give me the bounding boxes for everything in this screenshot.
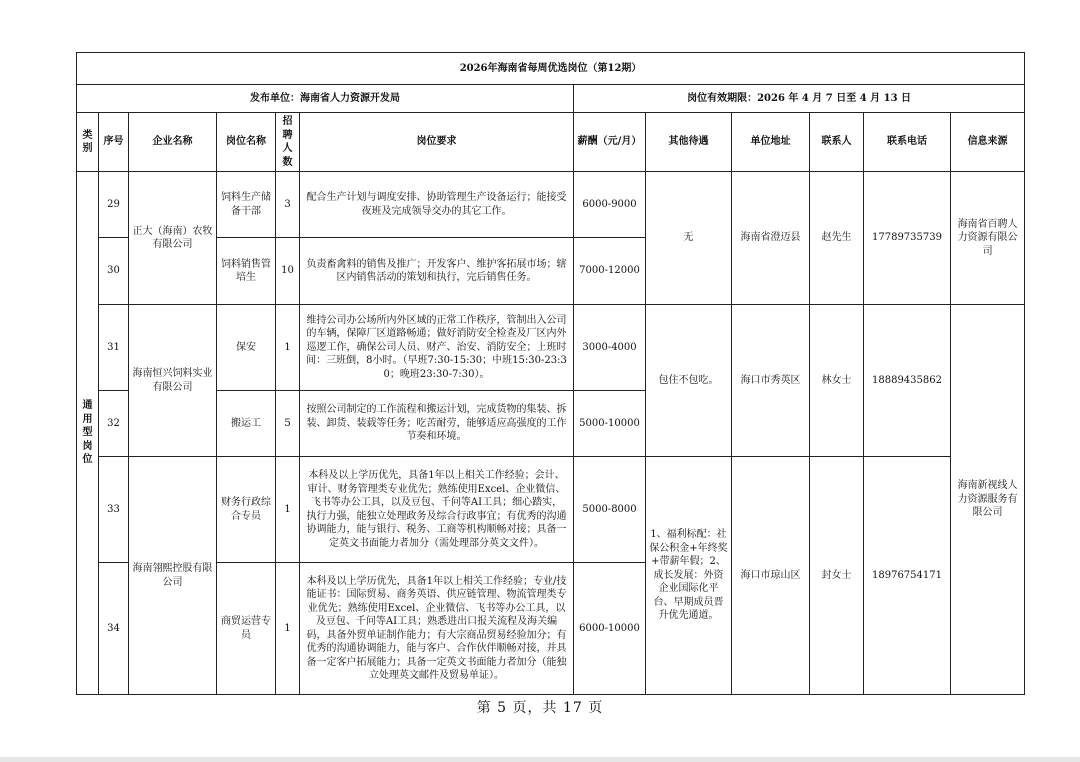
position-cell: 商贸运营专员 — [217, 563, 276, 695]
table-row — [77, 172, 1025, 238]
seq-cell: 32 — [99, 391, 129, 457]
header-salary: 薪酬（元/月） — [574, 113, 646, 172]
header-benefits: 其他待遇 — [646, 113, 732, 172]
category-label: 通用型岗位 — [82, 400, 93, 466]
benefits-cell: 1、福利标配：社保公积金+年终奖+带薪年假；2、成长发展：外资企业国际化平台、早期成员晋升优先通道。 — [646, 457, 732, 695]
header-contact: 联系人 — [810, 113, 864, 172]
count-cell: 1 — [276, 563, 300, 695]
phone-cell: 18976754171 — [864, 457, 951, 695]
position-cell: 饲料生产储备干部 — [217, 172, 276, 238]
position-cell: 饲料销售管培生 — [217, 238, 276, 305]
phone-cell: 18889435862 — [864, 305, 951, 457]
requirements-cell: 配合生产计划与调度安排、协助管理生产设备运行；能接受夜班及完成领导交办的其它工作。 — [300, 172, 574, 238]
header-company: 企业名称 — [129, 113, 217, 172]
seq-cell: 31 — [99, 305, 129, 391]
count-cell: 1 — [276, 457, 300, 563]
header-count: 招聘人数 — [276, 113, 300, 172]
address-cell: 海南省澄迈县 — [732, 172, 810, 305]
requirements-cell: 本科及以上学历优先，具备1年以上相关工作经验；专业/技能证书：国际贸易、商务英语、供应链管理、物流管理类专业优先；熟练使用Excel、企业微信、飞书等办公工具，以及豆包、千问等AI工具；熟悉进出口报关流程及海关编码，具备外贸单证制作能力；有大宗商品贸易经验加分；有优秀的沟通协调能力，能与客户、合作伙伴顺畅对接，并具备一定客户拓展能力；具备一定英文书面能力者加分（能独立处理英文邮件及贸易单证）。 — [300, 563, 574, 695]
requirements-cell: 负责畜禽料的销售及推广；开发客户、维护客拓展市场；辖区内销售活动的策划和执行，完后销售任务。 — [300, 238, 574, 305]
benefits-cell: 无 — [646, 172, 732, 305]
job-table — [76, 52, 1025, 695]
header-address: 单位地址 — [732, 113, 810, 172]
source-cell: 海南新视线人力资源服务有限公司 — [951, 305, 1025, 695]
salary-cell: 5000-8000 — [574, 457, 646, 563]
position-cell: 保安 — [217, 305, 276, 391]
page-label-1: 第 — [476, 700, 492, 716]
company-cell: 海南翎熙控股有限公司 — [129, 457, 217, 695]
page-label-2: 页，共 — [512, 700, 558, 716]
address-cell: 海口市琼山区 — [732, 457, 810, 695]
table-row — [77, 305, 1025, 391]
phone-cell: 17789735739 — [864, 172, 951, 305]
position-cell: 财务行政综合专员 — [217, 457, 276, 563]
category-cell — [77, 172, 99, 695]
company-cell: 海南恒兴饲料实业有限公司 — [129, 305, 217, 457]
salary-cell: 6000-9000 — [574, 172, 646, 238]
contact-cell: 封女士 — [810, 457, 864, 695]
source-cell: 海南省百聘人力资源有限公司 — [951, 172, 1025, 305]
total-pages: 17 — [563, 700, 583, 716]
validity-label: 岗位有效期限：2026 年 4 月 7 日至 4 月 13 日 — [574, 85, 1025, 113]
address-cell: 海口市秀英区 — [732, 305, 810, 457]
requirements-cell: 维持公司办公场所内外区域的正常工作秩序，管制出入公司的车辆，保障厂区道路畅通；做好消防安全检查及厂区内外巡逻工作，确保公司人员、财产、治安、消防安全；上班时间：三班倒，8小时。（早班7:30-15:30；中班15:30-23:30；晚班23:30-7:30）。 — [300, 305, 574, 391]
count-cell: 10 — [276, 238, 300, 305]
header-position: 岗位名称 — [217, 113, 276, 172]
company-cell: 正大（海南）农牧有限公司 — [129, 172, 217, 305]
contact-cell: 林女士 — [810, 305, 864, 457]
table-title: 2026年海南省每周优选岗位（第12期） — [77, 53, 1025, 85]
contact-cell: 赵先生 — [810, 172, 864, 305]
header-source: 信息来源 — [951, 113, 1025, 172]
bottom-rule — [0, 757, 1080, 762]
salary-cell: 6000-10000 — [574, 563, 646, 695]
count-cell: 5 — [276, 391, 300, 457]
salary-cell: 5000-10000 — [574, 391, 646, 457]
count-cell: 3 — [276, 172, 300, 238]
seq-cell: 30 — [99, 238, 129, 305]
header-seq: 序号 — [99, 113, 129, 172]
seq-cell: 29 — [99, 172, 129, 238]
requirements-cell: 本科及以上学历优先，具备1年以上相关工作经验；会计、审计、财务管理类专业优先；熟练使用Excel、企业微信、飞书等办公工具，以及豆包、千问等AI工具；细心踏实，执行力强，能独立处理政务及综合行政事宜；有优秀的沟通协调能力，能与银行、税务、工商等机构顺畅对接；具备一定英文书面能力者加分（需处理部分英文文件）。 — [300, 457, 574, 563]
seq-cell: 33 — [99, 457, 129, 563]
requirements-cell: 按照公司制定的工作流程和搬运计划，完成货物的集装、拆装、卸货、装载等任务；吃苦耐劳，能够适应高强度的工作节奏和环境。 — [300, 391, 574, 457]
page-label-3: 页 — [588, 700, 604, 716]
page-indicator — [0, 697, 1080, 717]
position-cell: 搬运工 — [217, 391, 276, 457]
count-cell: 1 — [276, 305, 300, 391]
benefits-cell: 包住不包吃。 — [646, 305, 732, 457]
table-row — [77, 457, 1025, 563]
header-category: 类别 — [77, 113, 99, 172]
seq-cell: 34 — [99, 563, 129, 695]
current-page: 5 — [497, 700, 508, 716]
publisher-label: 发布单位：海南省人力资源开发局 — [77, 85, 574, 113]
salary-cell: 7000-12000 — [574, 238, 646, 305]
salary-cell: 3000-4000 — [574, 305, 646, 391]
header-phone: 联系电话 — [864, 113, 951, 172]
header-requirements: 岗位要求 — [300, 113, 574, 172]
